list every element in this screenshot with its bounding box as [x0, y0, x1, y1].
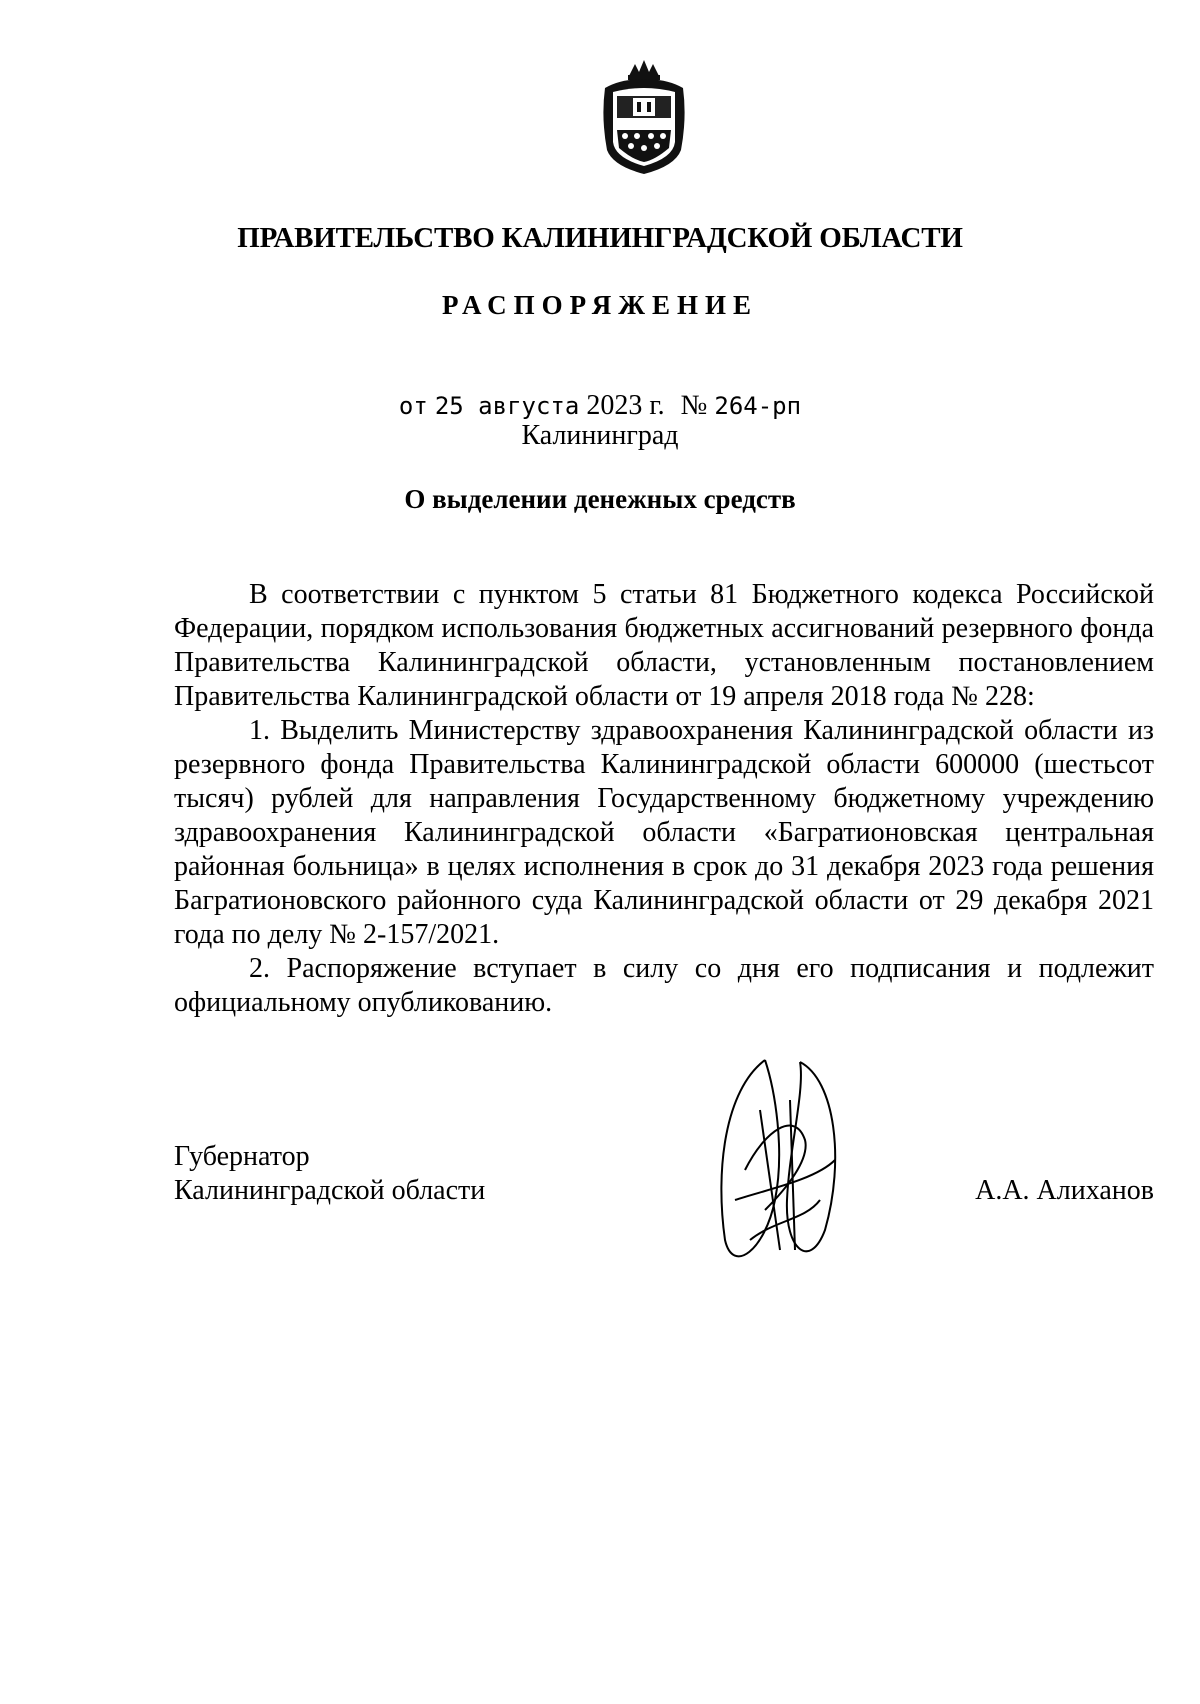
signatory-position [174, 1140, 485, 1208]
clause-2-paragraph: 2. Распоряжение вступает в силу со дня его подписания и подлежит официальному опубликованию. [174, 953, 1154, 1018]
date-year: 2023 г. [586, 390, 665, 421]
document-subject: О выделении денежных средств [404, 484, 796, 514]
date-value: 25 августа [434, 392, 580, 420]
signature-icon [705, 1050, 855, 1275]
position-line-2: Калининградской области [174, 1175, 486, 1206]
city: Калининград [521, 420, 679, 451]
date-number-line [0, 390, 1200, 422]
number-sign: № [680, 390, 708, 421]
document-number: 264-рп [714, 392, 802, 420]
date-prefix: от [398, 392, 428, 420]
clause-1-paragraph: 1. Выделить Министерству здравоохранения Калининградской области из резервного фонда Правительства Калининградской области 600000 (шестьсот тысяч) рублей для направления Государственному бюджетному учреждению здравоохранения Калининградской области «Багратионовская центральная районная больница» в целях исполнения в срок до 31 декабря 2023 года решения Багратионовского районного суда Калининградской области от 29 декабря 2021 года по делу № 2-157/2021. [174, 715, 1154, 950]
signatory-name: А.А. Алиханов [975, 1175, 1154, 1206]
document-type: РАСПОРЯЖЕНИЕ [441, 290, 759, 320]
position-line-1: Губернатор [174, 1141, 310, 1172]
government-title: ПРАВИТЕЛЬСТВО КАЛИНИНГРАДСКОЙ ОБЛАСТИ [237, 222, 963, 254]
preamble-paragraph: В соответствии с пунктом 5 статьи 81 Бюджетного кодекса Российской Федерации, порядком использования бюджетных ассигнований резервного фонда Правительства Калининградской области, установленным постановлением Правительства Калининградской области от 19 апреля 2018 года № 228: [174, 579, 1154, 712]
document-body [174, 578, 1154, 1020]
coat-of-arms-icon [595, 58, 693, 178]
